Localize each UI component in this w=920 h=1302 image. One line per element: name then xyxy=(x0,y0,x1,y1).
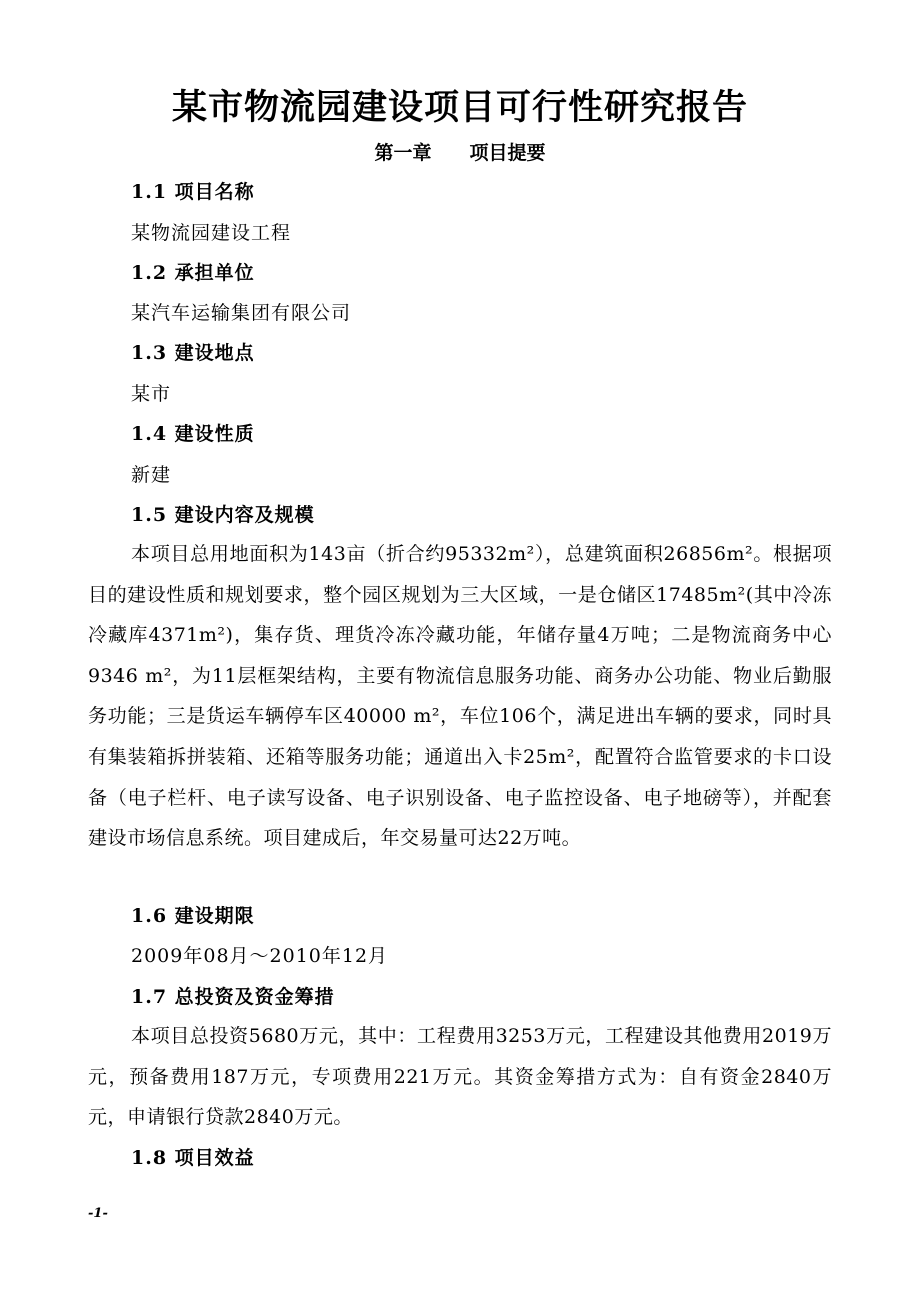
section-1-5-heading: 1.5 建设内容及规模 xyxy=(131,504,315,526)
section-1-4-content: 新建 xyxy=(131,464,172,486)
section-1-6-heading: 1.6 建设期限 xyxy=(131,905,255,927)
section-1-1-content: 某物流园建设工程 xyxy=(131,222,292,244)
section-1-3-heading: 1.3 建设地点 xyxy=(131,342,255,364)
chapter-heading: 第一章 项目提要 xyxy=(374,142,546,164)
report-title: 某市物流园建设项目可行性研究报告 xyxy=(171,87,748,128)
section-1-1-heading: 1.1 项目名称 xyxy=(131,181,255,203)
section-1-3-content: 某市 xyxy=(131,383,172,405)
section-1-5-content: 本项目总用地面积为143亩（折合约95332m²），总建筑面积26856m²。根据项目的建设性质和规划要求，整个园区规划为三大区域，一是仓储区17485m²(其中冷冻冷藏库4371m²)，集存货、理货冷冻冷藏功能，年储存量4万吨；二是物流商务中心9346 m²，为11层框架结构，主要有物流信息服务功能、商务办公功能、物业后勤服务功能；三是货运车辆停车区40000 m²，车位106个，满足进出车辆的要求，同时具有集装箱拆拼装箱、还箱等服务功能；通道出入卡25m²，配置符合监管要求的卡口设备（电子栏杆、电子读写设备、电子识别设备、电子监控设备、电子地磅等），并配套建设市场信息系统。项目建成后，年交易量可达22万吨。 xyxy=(88,543,832,850)
section-1-8-heading: 1.8 项目效益 xyxy=(131,1147,255,1169)
section-1-2-content: 某汽车运输集团有限公司 xyxy=(131,302,352,324)
section-1-7-content: 本项目总投资5680万元，其中：工程费用3253万元，工程建设其他费用2019万元，预备费用187万元，专项费用221万元。其资金筹措方式为：自有资金2840万元，申请银行贷款2840万元。 xyxy=(88,1025,832,1129)
section-1-2-heading: 1.2 承担单位 xyxy=(131,262,255,284)
section-1-7-heading: 1.7 总投资及资金筹措 xyxy=(131,986,335,1008)
section-1-4-heading: 1.4 建设性质 xyxy=(131,423,255,445)
page-number: -1- xyxy=(88,1206,108,1221)
section-1-6-content: 2009年08月～2010年12月 xyxy=(131,945,389,967)
